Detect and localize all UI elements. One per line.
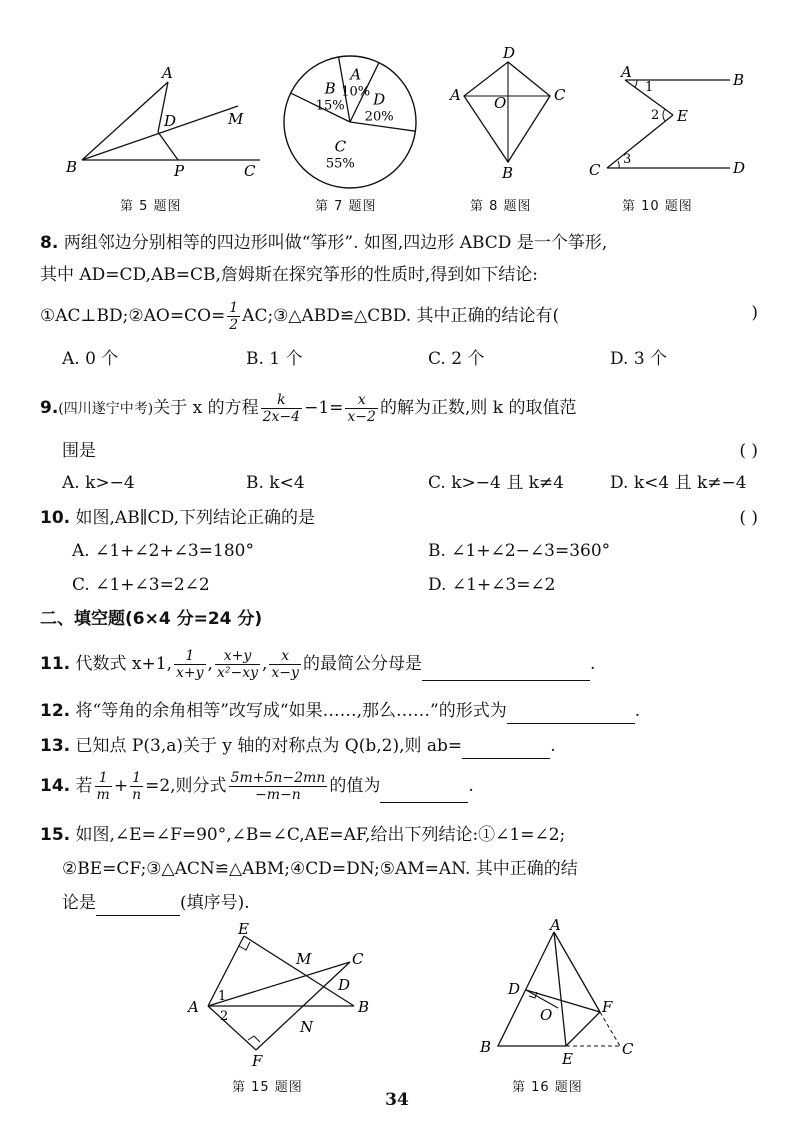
- q12-text: 将“等角的余角相等”改写成“如果……,那么……”的形式为: [75, 701, 507, 721]
- label-C: C: [589, 161, 601, 179]
- q10-option-d: D. ∠1+∠3=∠2: [428, 575, 556, 595]
- q11-answer-blank[interactable]: [422, 662, 590, 681]
- q13-line: [40, 733, 758, 759]
- q8-line2: [40, 262, 758, 288]
- q15-number: 15.: [40, 825, 71, 845]
- q15-text-line1: 如图,∠E=∠F=90°,∠B=∠C,AE=AF,给出下列结论:①∠1=∠2;: [75, 825, 566, 845]
- q10-text: 如图,AB∥CD,下列结论正确的是: [75, 508, 315, 528]
- period: .: [468, 776, 474, 796]
- section-2-heading: [40, 606, 758, 632]
- q9-answer-paren: ( ): [739, 441, 758, 461]
- q9-source: (四川遂宁中考): [58, 401, 154, 417]
- q15-text-line2: ②BE=CF;③△ACN≌△ABM;④CD=DN;⑤AM=AN. 其中正确的结: [62, 859, 578, 879]
- fraction-denominator: −m−n: [255, 787, 301, 803]
- label-C: C: [244, 162, 256, 180]
- figure-16-diagram: [478, 916, 642, 1068]
- q11-number: 11.: [40, 654, 71, 674]
- figure-5-diagram: [60, 60, 270, 190]
- q8-line1: [40, 230, 758, 256]
- label-A: A: [550, 916, 561, 934]
- label-1: 1: [645, 80, 654, 95]
- caption-fig16: 第 16 题图: [512, 1080, 583, 1095]
- fraction-denominator: n: [132, 787, 142, 803]
- q14-text-c: 的值为: [329, 776, 381, 796]
- label-3: 3: [623, 152, 632, 167]
- fraction-denominator: x+y: [176, 665, 204, 681]
- q14-number: 14.: [40, 776, 71, 796]
- q9-text-c: 的解为正数,则 k 的取值范: [379, 398, 577, 418]
- label-2: 2: [651, 108, 660, 123]
- q10-number: 10.: [40, 508, 71, 528]
- label-A: A: [621, 63, 632, 81]
- fraction-one-half: [227, 300, 240, 333]
- q13-text: 已知点 P(3,a)关于 y 轴的对称点为 Q(b,2),则 ab=: [75, 736, 463, 756]
- pie-label-b: B: [324, 79, 336, 98]
- q9-line2: [40, 438, 758, 464]
- label-B: B: [66, 158, 78, 176]
- label-A: A: [188, 998, 199, 1016]
- pie-percent-b: 15%: [315, 98, 345, 114]
- q11-fraction-1: [174, 648, 206, 681]
- figure-5: [60, 60, 270, 190]
- fraction-numerator: x: [269, 648, 301, 665]
- q8-text-line3b: AC;③△ABD≌△CBD. 其中正确的结论有(: [242, 306, 560, 326]
- figure-15: [182, 920, 382, 1070]
- q14-answer-blank[interactable]: [380, 784, 468, 803]
- q8-option-b: B. 1 个: [246, 349, 303, 369]
- pie-label-c: C: [334, 137, 347, 156]
- q15-text-line3a: 论是: [62, 893, 96, 913]
- q9-option-c: C. k>−4 且 k≠4: [428, 473, 564, 493]
- fraction-numerator: k: [261, 392, 302, 409]
- figure-8: [448, 44, 578, 188]
- q9-fraction-1: [261, 392, 302, 425]
- label-O: O: [540, 1006, 553, 1024]
- q9-option-a: A. k>−4: [62, 473, 135, 493]
- q11-fraction-2: [215, 648, 260, 681]
- label-C: C: [622, 1040, 634, 1058]
- q12-line: [40, 698, 758, 724]
- q8-text-line1: 两组邻边分别相等的四边形叫做“筝形”. 如图,四边形 ABCD 是一个筝形,: [63, 233, 608, 253]
- label-E: E: [562, 1050, 573, 1068]
- q11-text-b: 的最简公分母是: [302, 654, 422, 674]
- q12-answer-blank[interactable]: [507, 705, 635, 724]
- fraction-denominator: x−2: [347, 409, 376, 425]
- pie-percent-a: 10%: [341, 84, 371, 100]
- label-D: D: [164, 112, 177, 130]
- label-B: B: [480, 1038, 492, 1056]
- fraction-numerator: 5m+5n−2mn: [230, 770, 326, 786]
- q9-text-a: 关于 x 的方程: [153, 398, 259, 418]
- q10-line1: [40, 505, 758, 531]
- q8-option-a: A. 0 个: [62, 349, 119, 369]
- q10-option-a: A. ∠1+∠2+∠3=180°: [72, 541, 254, 561]
- pie-chart: [282, 42, 422, 192]
- caption-fig5: 第 5 题图: [120, 199, 182, 214]
- section-2-title: 二、填空题(6×4 分=24 分): [40, 609, 263, 629]
- fraction-numerator: x: [345, 392, 378, 409]
- caption-fig8: 第 8 题图: [470, 199, 532, 214]
- q9-option-d: D. k<4 且 k≠−4: [610, 473, 747, 493]
- q8-option-c: C. 2 个: [428, 349, 485, 369]
- fraction-numerator: x+y: [215, 648, 260, 665]
- fraction-numerator: 1: [229, 300, 239, 316]
- q10-answer-paren: ( ): [739, 508, 758, 528]
- q8-number: 8.: [40, 233, 59, 253]
- q8-option-d: D. 3 个: [610, 349, 668, 369]
- fraction-denominator: 2: [229, 317, 239, 333]
- q14-text-b: =2,则分式: [145, 776, 227, 796]
- label-D: D: [733, 159, 746, 177]
- fraction-denominator: 2x−4: [262, 409, 301, 425]
- pie-percent-c: 55%: [325, 156, 355, 172]
- label-B: B: [502, 164, 514, 182]
- label-C: C: [554, 86, 566, 104]
- q10-option-b: B. ∠1+∠2−∠3=360°: [428, 541, 611, 561]
- q15-line3: [40, 890, 758, 916]
- q10-option-c: C. ∠1+∠3=2∠2: [72, 575, 210, 595]
- q14-text-a: 若: [75, 776, 93, 796]
- q11-line: [40, 648, 758, 682]
- figure-10-diagram: [585, 65, 755, 185]
- fraction-numerator: 1: [95, 770, 112, 787]
- figure-10: [585, 65, 755, 185]
- label-A: A: [162, 64, 173, 82]
- label-D: D: [503, 44, 516, 62]
- label-P: P: [174, 162, 185, 180]
- q15-line1: [40, 822, 758, 848]
- label-O: O: [494, 94, 507, 112]
- q8-text-line3a: ①AC⊥BD;②AO=CO=: [40, 306, 226, 326]
- plus-sign: +: [113, 776, 129, 796]
- q13-number: 13.: [40, 736, 71, 756]
- q9-line1: [40, 392, 758, 424]
- pie-label-a: A: [350, 65, 362, 84]
- label-D: D: [338, 976, 351, 994]
- q8-line3: [40, 300, 758, 333]
- pie-label-d: D: [373, 90, 386, 109]
- fraction-denominator: m: [96, 787, 110, 803]
- q9-text-line2: 围是: [62, 441, 96, 461]
- label-M: M: [228, 110, 244, 128]
- period: .: [589, 654, 596, 674]
- figure-8-diagram: [448, 44, 578, 188]
- q14-fraction-3: [229, 770, 328, 803]
- page-number: 34: [385, 1090, 409, 1110]
- fraction-numerator: 1: [174, 648, 206, 665]
- label-M: M: [296, 950, 312, 968]
- q8-answer-paren: ): [751, 303, 758, 323]
- q15-answer-blank[interactable]: [96, 897, 180, 916]
- q15-line2: [40, 856, 758, 882]
- separator: ,: [262, 654, 268, 674]
- label-B: B: [733, 71, 745, 89]
- figure-16: [478, 916, 642, 1068]
- q9-text-b: −1=: [304, 398, 344, 418]
- caption-fig7: 第 7 题图: [315, 199, 377, 214]
- q14-line: [40, 770, 758, 804]
- label-D: D: [508, 980, 521, 998]
- q14-fraction-1: [95, 770, 112, 803]
- label-E: E: [238, 920, 249, 938]
- caption-fig15: 第 15 题图: [232, 1080, 303, 1095]
- label-F: F: [252, 1052, 263, 1070]
- label-2: 2: [220, 1009, 229, 1024]
- fraction-denominator: x−y: [271, 665, 299, 681]
- pie-percent-d: 20%: [364, 109, 394, 125]
- q12-number: 12.: [40, 701, 71, 721]
- separator: ,: [207, 654, 213, 674]
- label-C: C: [352, 950, 364, 968]
- q14-fraction-2: [130, 770, 143, 803]
- label-B: B: [358, 998, 370, 1016]
- period: .: [634, 701, 641, 721]
- q13-answer-blank[interactable]: [462, 740, 550, 759]
- period: .: [550, 736, 556, 756]
- figure-7: [282, 42, 422, 192]
- q9-fraction-2: [345, 392, 378, 425]
- fraction-numerator: 1: [130, 770, 143, 787]
- label-N: N: [300, 1018, 314, 1036]
- q9-number: 9.: [40, 398, 59, 418]
- q8-text-line2: 其中 AD=CD,AB=CB,詹姆斯在探究筝形的性质时,得到如下结论:: [40, 265, 539, 285]
- label-1: 1: [218, 989, 227, 1004]
- q15-text-line3b: (填序号).: [180, 893, 250, 913]
- label-F: F: [602, 998, 613, 1016]
- caption-fig10: 第 10 题图: [622, 199, 693, 214]
- label-E: E: [677, 107, 688, 125]
- q11-fraction-3: [269, 648, 301, 681]
- label-A: A: [450, 86, 461, 104]
- q9-option-b: B. k<4: [246, 473, 305, 493]
- figure-15-diagram: [182, 920, 382, 1070]
- q11-text-a: 代数式 x+1,: [75, 654, 172, 674]
- fraction-denominator: x²−xy: [216, 665, 258, 681]
